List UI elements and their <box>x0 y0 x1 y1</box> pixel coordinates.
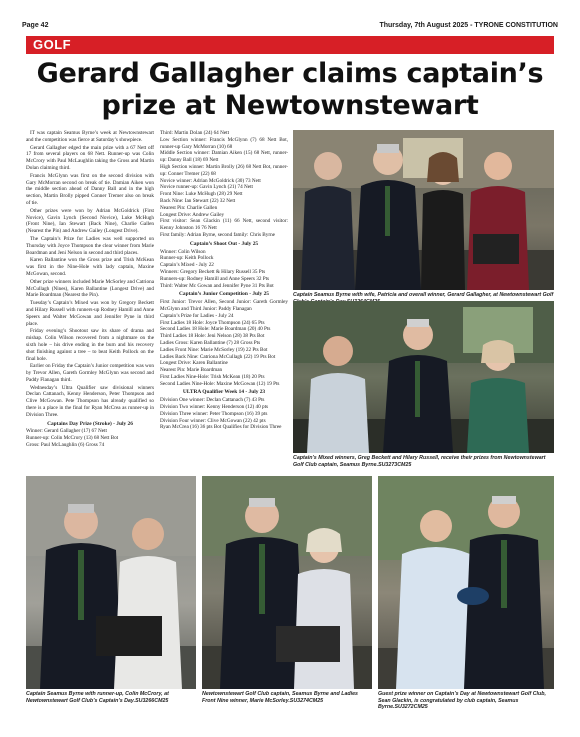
result-line: Runner-up: Colin McCrory (13) 68 Nett Bot <box>26 435 119 442</box>
result-line: Division Four winner: Clive McGowan (22) 42 pts <box>160 417 266 424</box>
result-line: Nearest Pin: Marie Boardman <box>160 367 223 374</box>
result-line: Ladies Back Nine: Catriona McCullagh (22) 19 Pts Bot <box>160 353 276 360</box>
result-line: First Ladies Nine-Hole: Trish McKean (18) 20 Pts <box>160 373 265 380</box>
paragraph: Wednesday’s Ultra Qualifier saw divisional winners Declan Cattanach, Kenny Henderson, Peter Thompson and Clive McGowan. Pete Thompson has already qualified so there is a place in the final for Ryan McCrea as runner-up in Division Three. <box>26 384 154 418</box>
paragraph: IT was captain Seamus Byrne’s week at Newtownstewart and the competition was fierce at Saturday’s showpiece. <box>26 130 154 143</box>
section-banner <box>26 36 554 54</box>
result-line: First Junior: Trevor Allen, Second Junior: Gareth Gormley McGlynn and Third Junior: Paddy Flanagan <box>160 299 288 312</box>
photo-caption: Captain Seamus Byrne with wife, Patricia and overall winner, Gerard Gallagher, at Newtownstewart Golf <box>293 292 554 298</box>
result-line: First visitor: Sean Glackin (11) 66 Nett, second visitor: Kenny Johnston 16 76 Nett <box>160 218 288 232</box>
result-line: Nearest Pin: Charlie Gallen <box>160 204 218 211</box>
results-subhead: Captain’s Shoot Out - July 25 <box>189 240 259 247</box>
paragraph: Francis McGlynn was first on the second division with Gary McMorran second on break of tie. Damian Aiken won the middle section ahead of Danny Ball and in the high section, Martin Brolly pipped Conner Tremer also on break of tie. <box>26 172 154 206</box>
result-line: Low Section winner: Francis McGlynn (7) 68 Nett Bot, runner-up Gary McMorran (10) 68 <box>160 136 288 150</box>
paragraph: Other prize winners included Marie McSorley and Catriona McCullagh (Nines), Karen Ballantine (Longest Drive) and Marie Boardman (Nearest the Pin). <box>26 278 154 299</box>
photo-captains-day-winner <box>293 130 554 290</box>
photo-caption: Captain’s Mixed winners, Greg Beckett and Hilary Russell, receive their prizes from Newtownstewart Golf Club captain, Seamus Byrne.SU3273CM25 <box>293 455 546 468</box>
results-subhead: ULTRA Qualifier Week 14 - July 23 <box>182 389 266 396</box>
photo-caption: Newtownstewart Golf Club captain, Seamus Byrne and Ladies Front Nine winner, Marie McSorley.SU3274CM25 <box>202 691 358 704</box>
result-line: Division Two winner: Kenny Henderson (12) 40 pts <box>160 404 269 411</box>
photo-runner-up <box>26 476 196 689</box>
headline: Gerard Gallagher claims captain’s prize at Newtownstewart <box>36 58 544 121</box>
result-line: Middle Section winner: Damian Aiken (15) 68 Nett, runner-up: Danny Ball (18) 69 Nett <box>160 150 288 164</box>
results-subhead: Captain’s Junior Competition - July 25 <box>178 291 269 298</box>
result-line: Front Nine: Luke McHugh (28) 29 Nett <box>160 191 243 198</box>
paragraph: Karen Ballantine won the Gross prize and Trish McKean was first in the Nine-Hole with lady captain, Maxine McGowan, second. <box>26 257 154 277</box>
photo-guest-prize <box>378 476 554 689</box>
result-line: High Section winner: Martin Brolly (26) 68 Nett Bot, runner-up: Conner Tremer (22) 68 <box>160 163 288 177</box>
result-line: Division Three winner: Peter Thompson (16) 39 pts <box>160 410 268 417</box>
publication-date: Thursday, 7th August 2025 - TYRONE CONSTITUTION <box>379 22 558 29</box>
result-line: Longest Drive: Karen Ballantine <box>160 360 228 367</box>
result-line: First family: Adrian Byrne, second family: Chris Byrne <box>160 231 275 238</box>
result-line: Novice runner-up: Gavin Lynch (21) 74 Nett <box>160 184 253 191</box>
result-line: Winner: Colin Wilson <box>160 248 206 255</box>
result-line: Third Ladies 18 Hole: Jeni Nelson (28) 38 Pts Bot <box>160 333 265 340</box>
result-line: Captain’s Mixed - July 22 <box>160 262 214 269</box>
result-line: Ryan McCrea (16) 36 pts Bot Qualifies for Division Three <box>160 424 282 431</box>
result-line: Second Ladies 18 Hole: Marie Boardman (20) 40 Pts <box>160 326 271 333</box>
photo-front-nine-winner <box>202 476 372 689</box>
result-line: Ladies Gross: Karen Ballantine (7) 28 Gross Pts <box>160 339 261 346</box>
result-line: Third: Martin Dolan (24) 64 Nett <box>160 130 230 136</box>
article-column-1 <box>26 130 154 470</box>
result-line: Captain’s Prize for Ladies - July 24 <box>160 312 234 319</box>
result-line: Novice winner: Adrian McGoldrick (30) 73 Nett <box>160 177 261 184</box>
result-line: Runner-up: Keith Pollock <box>160 255 214 262</box>
paragraph: Other prizes were won by Adrian McGoldrick (First Novice), Gavin Lynch (Second Novice), Luke McHugh (Front Nine), Ian Stewart (Back Nine), Charlie Gallen (Nearest the Pin) and Andrew Gailey (Longest Drive). <box>26 207 154 235</box>
result-line: Winners: Gregory Beckett & Hilary Russell 35 Pts <box>160 268 266 275</box>
result-line: Second Ladies Nine-Hole: Maxine McGowan (12) 19 Pts <box>160 380 280 387</box>
result-line: First Ladies 18 Hole: Joyce Thompson (24) 65 Pts <box>160 319 265 326</box>
result-line: Third: Walter Mc Gowan and Jennifer Pyne 31 Pts Bot <box>160 282 274 289</box>
article-column-2 <box>160 130 288 475</box>
paragraph: Earlier on Friday the Captain’s Junior competition was won by Trevor Allen, Gareth Gormley McGlynn was second and Paddy Flanagan third. <box>26 363 154 383</box>
result-line: Gross: Paul McLaughlin (6) Gross 74 <box>26 442 105 449</box>
photo-mixed-winners <box>293 301 554 453</box>
result-line: Back Nine: Ian Stewart (22) 32 Nett <box>160 197 236 204</box>
result-line: Division One winner: Declan Cattanach (7) 43 Pts <box>160 397 265 404</box>
paragraph: Gerard Gallagher edged the main prize with a 67 Nett off 17 from several players on 68 Nett. Runner-up was Colin McCrory with Paul McLaughlin taking the Gross and Martin Dolan claiming third. <box>26 144 154 171</box>
photo-caption: Captain Seamus Byrne with runner-up, Colin McCrory, at Newtownstewart Golf Club’s Captain’s Day.SU3266CM25 <box>26 691 169 704</box>
paragraph: Friday evening’s Shootout saw its share of drama and mishap. Colin Wilson recovered from a nightmare on the sixth hole – his drive ending in the burn and his recovery shot finishing against a tree – to beat Keith Pollock on the final hole. <box>26 328 154 362</box>
page-number: Page 42 <box>22 22 49 29</box>
results-subhead: Captains Day Prize (Stroke) - July 26 <box>47 420 133 427</box>
result-line: Winner: Gerard Gallagher (17) 67 Nett <box>26 428 107 435</box>
result-line: Longest Drive: Andrew Gailey <box>160 211 225 218</box>
result-line: Ladies Front Nine: Marie McSorley (19) 22 Pts Bot <box>160 346 268 353</box>
result-line: Runners-up: Rodney Hamill and Anne Speers 32 Pts <box>160 275 270 282</box>
paragraph: Tuesday’s Captain’s Mixed was won by Gregory Beckett and Hilary Russell with runners-up Rodney Hamill and Anne Speers and Walter McGowan and Jennifer Pyne in third place. <box>26 300 154 327</box>
photo-caption: Guest prize winner on Captain’s Day at Newtownstewart Golf Club, Sean Glackin, is congratulated by club captain, Seamus Byrne.SU3272CM25 <box>378 691 546 711</box>
page-header <box>22 20 558 32</box>
section-label: GOLF <box>33 37 72 52</box>
paragraph: The Captain’s Prize for Ladies was well supported on Thursday with Joyce Thompson the clear winner from Marie Boardman and Jeni Nelson in second and third places. <box>26 235 154 256</box>
